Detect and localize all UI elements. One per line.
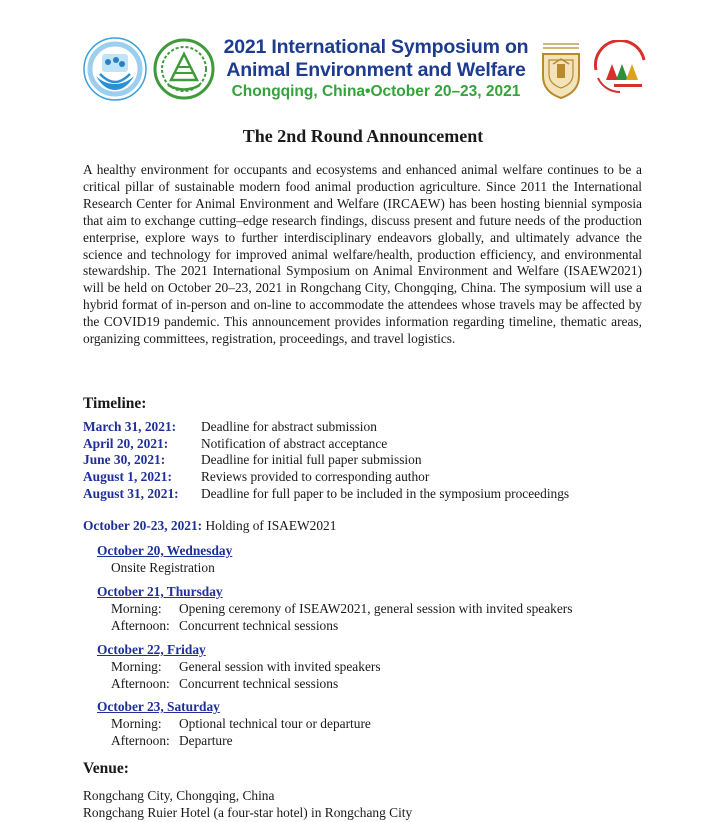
symposium-title-block [218,36,534,102]
holding-date: October 20-23, 2021: [83,518,203,533]
afternoon-slot [97,617,572,634]
day-title: October 23, Saturday [97,699,220,714]
red-green-college-logo [590,40,650,96]
slot-label: Afternoon: [111,618,170,633]
symposium-location-date: Chongqing, China•October 20–23, 2021 [231,83,521,100]
timeline-date: June 30, 2021: [83,452,166,468]
intro-paragraph: A healthy environment for occupants and ecosystems and enhanced animal welfare continues to be a critical pillar of sustainable modern food animal production agriculture. Since 2011 the International Research Center for Animal Environment and Welfare (IRCAEW) has been hosting biennial symposia that aim to exchange cutting–edge research findings, discuss present and future needs of the production enterprise, explore ways to further interdisciplinary endeavors globally, and ultimately advance the science and technology for improved animal welfare/health, production efficiency, and environmental stewardship. The 2021 International Symposium on Animal Environment and Welfare (ISAEW2021) will be held on October 20–23, 2021 in Rongchang City, Chongqing, China. The symposium will use a hybrid format of in-person and on-line to accommodate the attendees whose travels may be affected by the COVID19 pandemic. This announcement provides information regarding timeline, thematic areas, organizing committees, registration, proceedings, and travel logistics. [83,162,642,347]
morning-slot [97,658,381,675]
day-title: October 20, Wednesday [97,543,233,558]
venue-line2: Rongchang Ruier Hotel (a four-star hotel) in Rongchang City [83,804,413,820]
venue-line1: Rongchang City, Chongqing, China [83,788,275,803]
morning-slot [97,715,371,732]
timeline-item [83,469,663,486]
schedule-day-oct20 [97,542,232,576]
morning-slot [97,600,572,617]
timeline-date: August 1, 2021: [83,469,172,485]
green-circular-seal-logo [153,38,215,100]
timeline-desc: Deadline for abstract submission [201,419,377,434]
schedule-day-oct22 [97,641,381,692]
slot-desc: Opening ceremony of ISEAW2021, general session with invited speakers [179,601,573,616]
symposium-title-line1: 2021 International Symposium on [223,36,529,58]
day-title: October 21, Thursday [97,584,223,599]
venue-block [83,788,412,822]
venue-heading: Venue: [83,760,129,777]
slot-label: Afternoon: [111,733,170,748]
afternoon-slot [97,732,371,749]
symposium-header [82,36,652,104]
timeline-desc: Notification of abstract acceptance [201,435,388,451]
timeline-date: March 31, 2021: [83,419,177,434]
timeline-desc: Deadline for full paper to be included in the symposium proceedings [201,485,570,501]
afternoon-slot [97,675,381,692]
timeline-item [83,436,663,453]
timeline-heading: Timeline: [83,395,147,412]
timeline-desc: Reviews provided to corresponding author [201,469,430,485]
holding-line [83,518,336,534]
timeline-date: April 20, 2021: [83,435,169,451]
slot-desc: Concurrent technical sessions [179,676,339,691]
chongqing-university-crest-logo [537,38,585,100]
timeline-desc: Deadline for initial full paper submission [201,452,422,468]
holding-desc: Holding of ISAEW2021 [205,518,337,533]
schedule-day-oct21 [97,583,572,634]
slot-desc: General session with invited speakers [179,659,381,674]
timeline-item [83,452,663,469]
symposium-title-line2: Animal Environment and Welfare [226,59,526,81]
slot-label: Morning: [111,601,162,616]
ircaew-hands-logo [82,36,148,102]
schedule-day-oct23 [97,698,371,749]
timeline-date: August 31, 2021: [83,485,179,501]
day-title: October 22, Friday [97,642,206,657]
slot-desc: Departure [179,733,233,748]
timeline-item [83,486,663,503]
timeline-list [83,419,663,503]
day-note: Onsite Registration [111,560,215,575]
timeline-item [83,419,663,436]
slot-label: Morning: [111,659,162,674]
slot-desc: Concurrent technical sessions [179,618,339,633]
slot-label: Afternoon: [111,676,170,691]
announcement-title: The 2nd Round Announcement [242,126,484,146]
slot-desc: Optional technical tour or departure [179,716,371,731]
slot-label: Morning: [111,716,162,731]
